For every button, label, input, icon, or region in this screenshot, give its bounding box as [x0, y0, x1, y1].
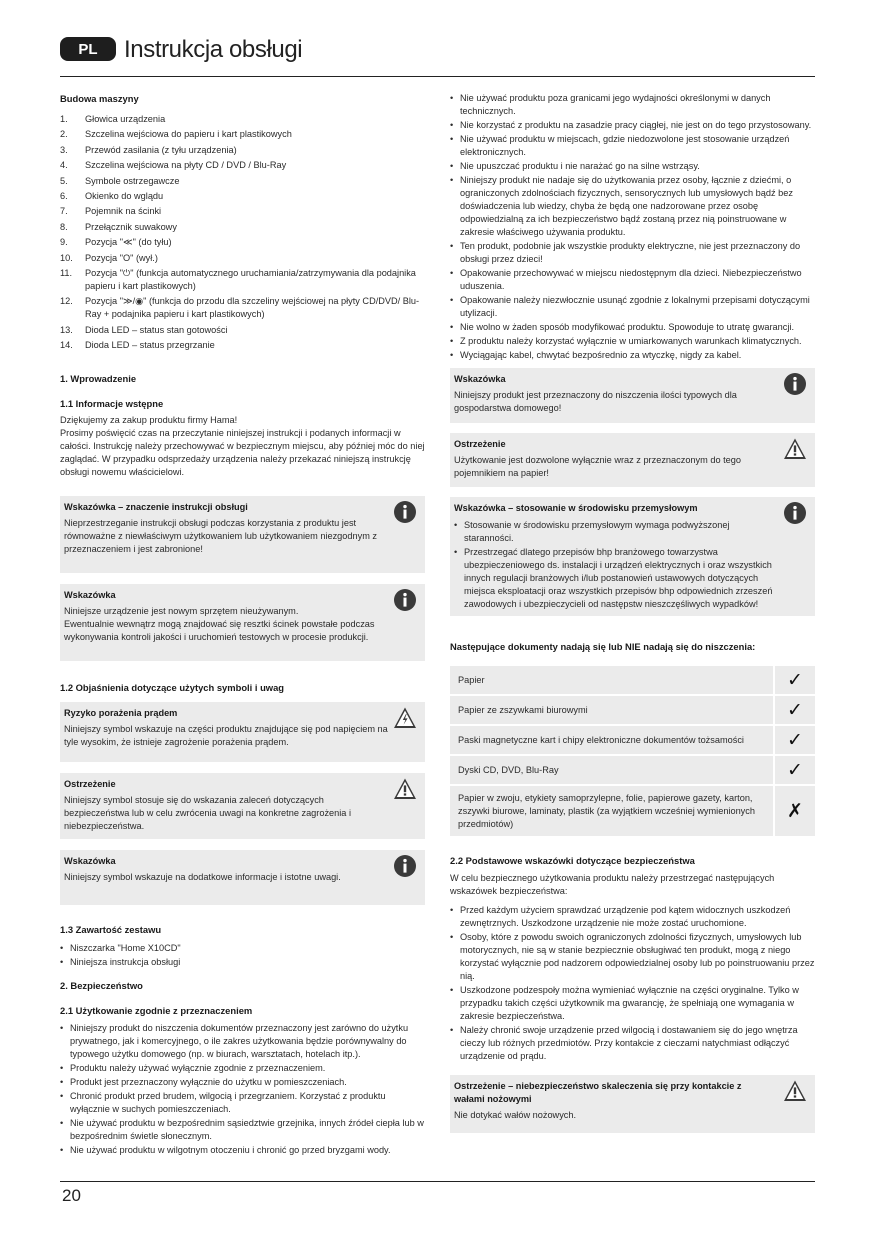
hint-title: Wskazówka — [64, 856, 116, 867]
list-item — [60, 144, 425, 157]
info-icon — [393, 500, 417, 524]
warning-box — [60, 773, 425, 839]
note-box-new-device — [60, 584, 425, 661]
build-heading: Budowa maszyny — [60, 93, 139, 104]
shock-box — [60, 702, 425, 762]
list-item: • Nie upuszczać produktu i nie narażać go na silne wstrząsy. — [450, 160, 815, 173]
item-number: 12. — [60, 296, 73, 307]
warn-bin-text: Użytkowanie jest dozwolone wyłącznie wraz z przeznaczonym do tego pojemnikiem na papier! — [454, 455, 741, 478]
item-text: Szczelina wejściowa do papieru i kart plastikowych — [85, 129, 292, 140]
shred-table-heading: Następujące dokumenty nadają się lub NIE nadają się do niszczenia: — [450, 641, 756, 652]
list-item — [60, 113, 425, 126]
warning-text: Niniejszy symbol stosuje się do wskazania zaleceń dotyczących bezpieczeństwa lub w celu zwrócenia uwagi na konkretne zagrożenia i niebezpieczeństwa. — [64, 795, 352, 832]
table-cell-document: Papier — [450, 666, 773, 694]
note-household-text: Niniejszy produkt jest przeznaczony do niszczenia ilości typowych dla gospodarstwa domowego! — [454, 390, 737, 413]
top-divider — [60, 76, 815, 77]
table-cell-document: Paski magnetyczne kart i chipy elektroniczne dokumentów tożsamości — [450, 726, 773, 754]
industrial-list — [454, 519, 779, 611]
list-item: • Z produktu należy korzystać wyłącznie w umiarkowanych warunkach klimatycznych. — [450, 335, 815, 348]
item-number: 4. — [60, 160, 68, 171]
list-item: • Stosowanie w środowisku przemysłowym wymaga podwyższonej staranności. — [454, 519, 779, 545]
safety-subheading: 2.1 Użytkowanie zgodnie z przeznaczeniem — [60, 1005, 253, 1017]
list-item: • Produkt jest przeznaczony wyłącznie do użytku w pomieszczeniach. — [60, 1076, 425, 1089]
note-meaning-text: Nieprzestrzeganie instrukcji obsługi podczas korzystania z produktu jest równoważne z niewłaściwym użytkowaniem lub użytkowaniem niezgodnym z przeznaczeniem i jest zabronione! — [64, 518, 378, 555]
item-text: Dioda LED – status przegrzanie — [85, 340, 215, 351]
page-number: 20 — [62, 1186, 81, 1205]
item-number: 5. — [60, 175, 68, 186]
intro-subheading: 1.1 Informacje wstępne — [60, 398, 164, 410]
warning-title: Ostrzeżenie — [64, 779, 116, 790]
item-text: Okienko do wglądu — [85, 190, 164, 201]
shred-table — [450, 665, 815, 838]
item-text: Przewód zasilania (z tyłu urządzenia) — [85, 144, 237, 155]
warn-blades-text: Nie dotykać wałów nożowych. — [454, 1110, 577, 1120]
list-item: • Niniejsza instrukcja obsługi — [60, 956, 425, 969]
intended-use-list — [60, 1022, 425, 1157]
info-icon — [783, 372, 807, 396]
table-row — [450, 786, 815, 838]
note-box-industrial — [450, 497, 815, 616]
warning-icon — [783, 1079, 807, 1103]
list-item: • Nie używać produktu w bezpośrednim sąsiedztwie grzejnika, innych źródeł ciepła lub w bezpośrednim świetle słonecznym. — [60, 1117, 425, 1143]
contents-list — [60, 942, 425, 969]
warning-icon — [393, 777, 417, 801]
item-number: 2. — [60, 129, 68, 140]
hint-box — [60, 850, 425, 905]
warning-box-blades — [450, 1075, 815, 1133]
list-item — [60, 324, 425, 337]
item-number: 3. — [60, 144, 68, 155]
table-row — [450, 666, 815, 696]
list-item — [60, 159, 425, 172]
item-text: Szczelina wejściowa na płyty CD / DVD / Blu-Ray — [85, 160, 287, 171]
safety-heading: 2. Bezpieczeństwo — [60, 980, 143, 992]
basic-safety-heading: 2.2 Podstawowe wskazówki dotyczące bezpieczeństwa — [450, 855, 695, 866]
list-item — [60, 236, 425, 249]
item-text: Symbole ostrzegawcze — [85, 175, 180, 186]
list-item: • Nie korzystać z produktu na zasadzie pracy ciągłej, nie jest on do tego przystosowany. — [450, 119, 815, 132]
info-icon — [393, 588, 417, 612]
intro-text: Dziękujemy za zakup produktu firmy Hama! Prosimy poświęcić czas na przeczytanie niniejszej instrukcji i podanych informacji w całości. Instrukcję należy przechowywać w bezpiecznym miejscu, aby później móc do niej zaglądać. W przypadku odsprzedaży urządzenia należy przekazać niniejszą instrukcję obsługi nowemu właścicielowi. — [60, 415, 425, 478]
hint-text: Niniejszy symbol wskazuje na dodatkowe informacje i istotne uwagi. — [64, 872, 341, 883]
shock-text: Niniejszy symbol wskazuje na części produktu znajdujące się pod napięciem na tyle wysokim, że istnieje zagrożenie porażenia prądem. — [64, 724, 388, 748]
bottom-divider — [60, 1181, 815, 1182]
list-item: • Uszkodzone podzespoły można wymieniać wyłącznie na części oryginalne. Tylko w przypadku takich części użytkownik ma gwarancję, że spełniają one wymagania w zakresie bezpieczeństwa. — [450, 984, 815, 1023]
list-item: • Osoby, które z powodu swoich ograniczonych zdolności fizycznych, umysłowych lub motorycznych, nie są w stanie bezpiecznie obsługiwać ten produkt, mogą z niego korzystać wyłącznie pod nadzorem odpowiedzialnej osoby lub po poinstruowaniu przez nią. — [450, 931, 815, 983]
item-text: Pozycja "⏻" (funkcja automatycznego uruchamiania/zatrzymywania dla podajnika papieru i kart plastikowych) — [85, 267, 416, 291]
warning-icon — [783, 437, 807, 461]
note-industrial-title: Wskazówka – stosowanie w środowisku przemysłowym — [454, 503, 698, 513]
list-item: • Nie wolno w żaden sposób modyfikować produktu. Spowoduje to utratę gwarancji. — [450, 321, 815, 334]
basic-safety-intro: W celu bezpiecznego użytkowania produktu należy przestrzegać następujących wskazówek bezpieczeństwa: — [450, 873, 775, 896]
cross-icon: ✗ — [775, 786, 815, 836]
note-new-text: Niniejsze urządzenie jest nowym sprzętem nieużywanym. Ewentualnie wewnątrz mogą znajdować się resztki ścinek powstałe podczas wykonywania kontroli jakości i uruchomień testowych w procesie produkcji. — [64, 606, 375, 643]
list-item — [60, 205, 425, 218]
item-number: 14. — [60, 340, 73, 351]
list-item — [60, 221, 425, 234]
note-meaning-title: Wskazówka – znaczenie instrukcji obsługi — [64, 502, 248, 513]
info-icon — [393, 854, 417, 878]
checkmark-icon: ✓ — [775, 756, 815, 784]
list-item: • Przed każdym użyciem sprawdzać urządzenie pod kątem widocznych uszkodzeń zewnętrznych. Uszkodzone urządzenie nie może zostać uruchomione. — [450, 904, 815, 930]
electric-shock-icon — [393, 706, 417, 730]
note-box-meaning — [60, 496, 425, 573]
item-text: Głowica urządzenia — [85, 114, 166, 124]
warn-bin-title: Ostrzeżenie — [454, 439, 506, 449]
item-number: 11. — [60, 267, 73, 278]
right-column — [450, 92, 815, 1133]
list-item: • Opakowanie przechowywać w miejscu niedostępnym dla dzieci. Niebezpieczeństwo uduszenia. — [450, 267, 815, 293]
item-number: 7. — [60, 206, 68, 217]
table-cell-document: Dyski CD, DVD, Blu-Ray — [450, 756, 773, 784]
item-number: 9. — [60, 237, 68, 248]
list-item: • Przestrzegać dlatego przepisów bhp branżowego towarzystwa ubezpieczeniowego ds. instalacji i urządzeń elektrycznych i oraz wszystkich innych regulacji branżowych i/lub postanowień ustawowych dotyczących miejsca eksploatacji oraz wszystkich przepisów bhp odpowiednich zrzeszeń zawodowych i ubezpieczycieli od następstw nieszczęśliwych wypadków! — [454, 546, 779, 611]
table-cell-document: Papier w zwoju, etykiety samoprzylepne, folie, papierowe gazety, karton, zszywki biurowe, laminaty, plastik (za wyjątkiem wcześniej wymienionych przedmiotów) — [450, 786, 773, 836]
item-number: 1. — [60, 114, 68, 124]
item-text: Pozycja "O" (wył.) — [85, 252, 158, 263]
item-text: Przełącznik suwakowy — [85, 221, 177, 232]
basic-safety-list — [450, 904, 815, 1063]
checkmark-icon: ✓ — [775, 696, 815, 724]
list-item: • Nie używać produktu w miejscach, gdzie niedozwolone jest stosowanie urządzeń elektronicznych. — [450, 133, 815, 159]
list-item — [60, 128, 425, 141]
list-item: • Produktu należy używać wyłącznie zgodnie z przeznaczeniem. — [60, 1062, 425, 1075]
list-item — [60, 190, 425, 203]
item-text: Pozycja "≪" (do tyłu) — [85, 237, 172, 248]
list-item: • Chronić produkt przed brudem, wilgocią i przegrzaniem. Korzystać z produktu wyłącznie w suchych pomieszczeniach. — [60, 1090, 425, 1116]
left-column — [60, 92, 425, 1158]
page-header — [60, 34, 302, 64]
list-item — [60, 339, 425, 352]
warn-blades-title: Ostrzeżenie – niebezpieczeństwo skaleczenia się przy kontakcie z wałami nożowymi — [454, 1081, 742, 1104]
parts-list — [60, 113, 425, 352]
item-number: 6. — [60, 190, 68, 201]
list-item: • Nie używać produktu w wilgotnym otoczeniu i chronić go przed bryzgami wody. — [60, 1144, 425, 1157]
table-cell-document: Papier ze zszywkami biurowymi — [450, 696, 773, 724]
warning-box-bin — [450, 433, 815, 487]
item-number: 13. — [60, 324, 73, 335]
list-item: • Opakowanie należy niezwłocznie usunąć zgodnie z lokalnymi przepisami dotyczącymi utylizacji. — [450, 294, 815, 320]
item-number: 10. — [60, 252, 73, 263]
list-item — [60, 295, 425, 321]
table-row — [450, 696, 815, 726]
checkmark-icon: ✓ — [775, 726, 815, 754]
checkmark-icon: ✓ — [775, 666, 815, 694]
list-item: • Wyciągając kabel, chwytać bezpośrednio za wtyczkę, nigdy za kabel. — [450, 349, 815, 362]
note-new-title: Wskazówka — [64, 590, 116, 601]
shock-title: Ryzyko porażenia prądem — [64, 708, 178, 719]
list-item: • Należy chronić swoje urządzenie przed wilgocią i dostawaniem się do jego wnętrza cieczy lub różnych przedmiotów. Przy kontakcie z cieczami natychmiast odłączyć urządzenie od prądu. — [450, 1024, 815, 1063]
table-row — [450, 726, 815, 756]
list-item — [60, 175, 425, 188]
intro-heading: 1. Wprowadzenie — [60, 373, 137, 385]
contents-heading: 1.3 Zawartość zestawu — [60, 924, 162, 936]
list-item — [60, 267, 425, 293]
symbols-heading: 1.2 Objaśnienia dotyczące użytych symboli i uwag — [60, 682, 285, 694]
item-text: Pojemnik na ścinki — [85, 206, 162, 217]
item-text: Pozycja "≫/◉" (funkcja do przodu dla szczeliny wejściowej na płyty CD/DVD/ Blu-Ray + podajnika papieru i kart plastikowych) — [85, 296, 420, 320]
list-item — [60, 252, 425, 265]
list-item: • Niszczarka "Home X10CD" — [60, 942, 425, 955]
language-badge: PL — [60, 37, 116, 61]
list-item: • Niniejszy produkt do niszczenia dokumentów przeznaczony jest zarówno do użytku prywatnego, jak i komercyjnego, o ile zakres użytkowania będzie porównywalny do typowego użytku domowego (np. w biurach, warsztatach, hotelach itp.). — [60, 1022, 425, 1061]
item-text: Dioda LED – status stan gotowości — [85, 324, 228, 335]
note-box-household — [450, 368, 815, 423]
list-item: • Ten produkt, podobnie jak wszystkie produkty elektryczne, nie jest przeznaczony do obsługi przez dzieci! — [450, 240, 815, 266]
list-item: • Niniejszy produkt nie nadaje się do użytkowania przez osoby, łącznie z dziećmi, o ograniczonych zdolnościach fizycznych, sensorycznych lub umysłowych bądź bez doświadczenia lub wiedzy, chyba że będą one nadzorowane przez osobę odpowiedzialną za ich bezpieczeństwo bądź zostaną przez nią poinstruowane w zakresie właściwego używania produktu. — [450, 174, 815, 239]
document-title: Instrukcja obsługi — [124, 35, 303, 63]
list-item: • Nie używać produktu poza granicami jego wydajności określonymi w danych technicznych. — [450, 92, 815, 118]
item-number: 8. — [60, 221, 68, 232]
note-household-title: Wskazówka — [454, 374, 506, 384]
safety-list — [450, 92, 815, 362]
table-row — [450, 756, 815, 786]
info-icon — [783, 501, 807, 525]
